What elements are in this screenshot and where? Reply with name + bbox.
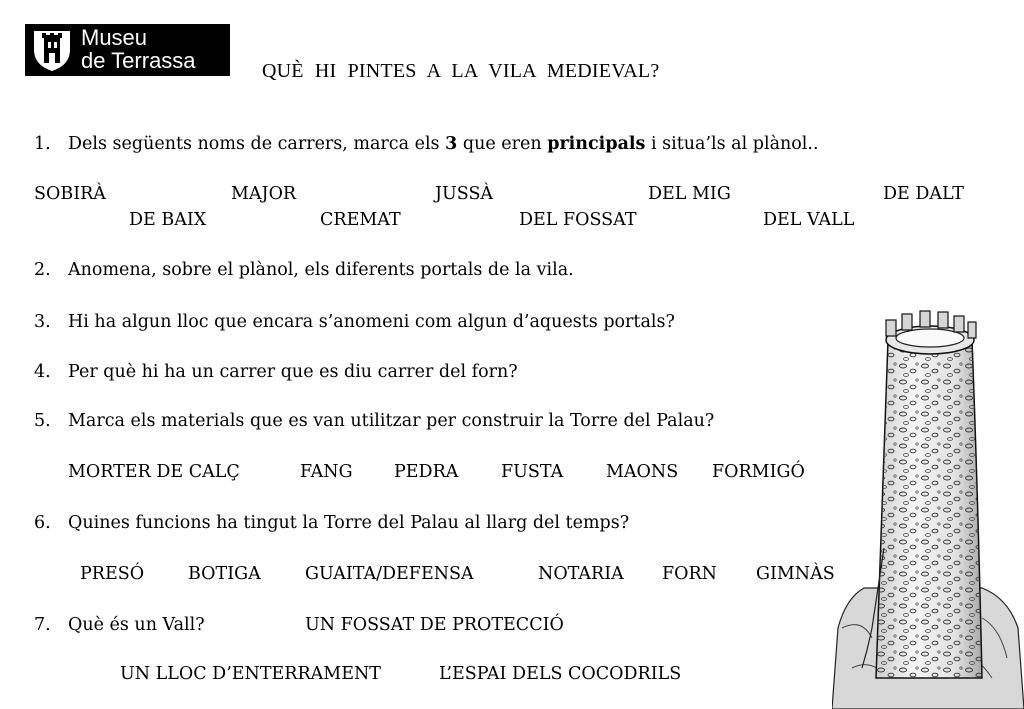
option-vall[interactable]: UN FOSSAT DE PROTECCIÓ — [305, 615, 564, 635]
option-street[interactable]: JUSSÀ — [435, 184, 494, 204]
option-street[interactable]: DEL MIG — [648, 184, 731, 204]
logo-text — [81, 26, 196, 72]
question-text: Per què hi ha un carrer que es diu carrer del forn? — [68, 362, 518, 382]
q1-text-pre: Dels següents noms de carrers, marca els — [68, 134, 440, 154]
option-function[interactable]: PRESÓ — [80, 564, 145, 584]
tower-illustration — [832, 298, 1024, 709]
option-material[interactable]: PEDRA — [394, 462, 459, 482]
option-material[interactable]: MORTER DE CALÇ — [68, 462, 240, 482]
q1-bold-count: 3 — [445, 134, 458, 154]
question-number: 3. — [34, 312, 51, 332]
option-street[interactable]: DEL FOSSAT — [519, 210, 637, 230]
q1-text-post: i situa’ls al plànol.. — [651, 134, 819, 154]
option-street[interactable]: MAJOR — [231, 184, 297, 204]
option-material[interactable]: MAONS — [606, 462, 679, 482]
question-text: Anomena, sobre el plànol, els diferents portals de la vila. — [68, 260, 574, 280]
option-vall[interactable]: UN LLOC D’ENTERRAMENT — [120, 664, 381, 684]
question-text: Quines funcions ha tingut la Torre del Palau al llarg del temps? — [68, 513, 630, 533]
option-street[interactable]: SOBIRÀ — [34, 184, 106, 204]
option-function[interactable]: FORN — [662, 564, 717, 584]
option-street[interactable]: DEL VALL — [763, 210, 855, 230]
question-number: 4. — [34, 362, 51, 382]
question-number: 5. — [34, 411, 51, 431]
question-text: Hi ha algun lloc que encara s’anomeni com algun d’aquests portals? — [68, 312, 675, 332]
q1-bold-principals: principals — [547, 134, 646, 154]
option-street[interactable]: CREMAT — [320, 210, 401, 230]
logo-line2: de Terrassa — [81, 48, 196, 73]
option-street[interactable]: DE BAIX — [129, 210, 207, 230]
option-street[interactable]: DE DALT — [883, 184, 964, 204]
option-function[interactable]: BOTIGA — [188, 564, 261, 584]
option-function[interactable]: GUAITA/DEFENSA — [305, 564, 474, 584]
question-number: 7. — [34, 615, 51, 635]
logo-line1: Museu — [81, 25, 148, 50]
question-number: 2. — [34, 260, 51, 280]
museum-logo — [25, 24, 230, 76]
page-title: QUÈ HI PINTES A LA VILA MEDIEVAL? — [262, 60, 660, 82]
option-material[interactable]: FUSTA — [501, 462, 564, 482]
option-function[interactable]: GIMNÀS — [756, 564, 835, 584]
question-number: 6. — [34, 513, 51, 533]
q1-text-mid: que eren — [462, 134, 542, 154]
option-vall[interactable]: L’ESPAI DELS COCODRILS — [439, 664, 682, 684]
option-material[interactable]: FANG — [300, 462, 353, 482]
question-text: Marca els materials que es van utilitzar per construir la Torre del Palau? — [68, 411, 715, 431]
question-text — [68, 134, 819, 154]
question-text: Què és un Vall? — [68, 615, 205, 635]
museum-shield-icon — [31, 28, 73, 72]
option-material[interactable]: FORMIGÓ — [712, 462, 805, 482]
option-function[interactable]: NOTARIA — [538, 564, 624, 584]
question-number: 1. — [34, 134, 51, 154]
